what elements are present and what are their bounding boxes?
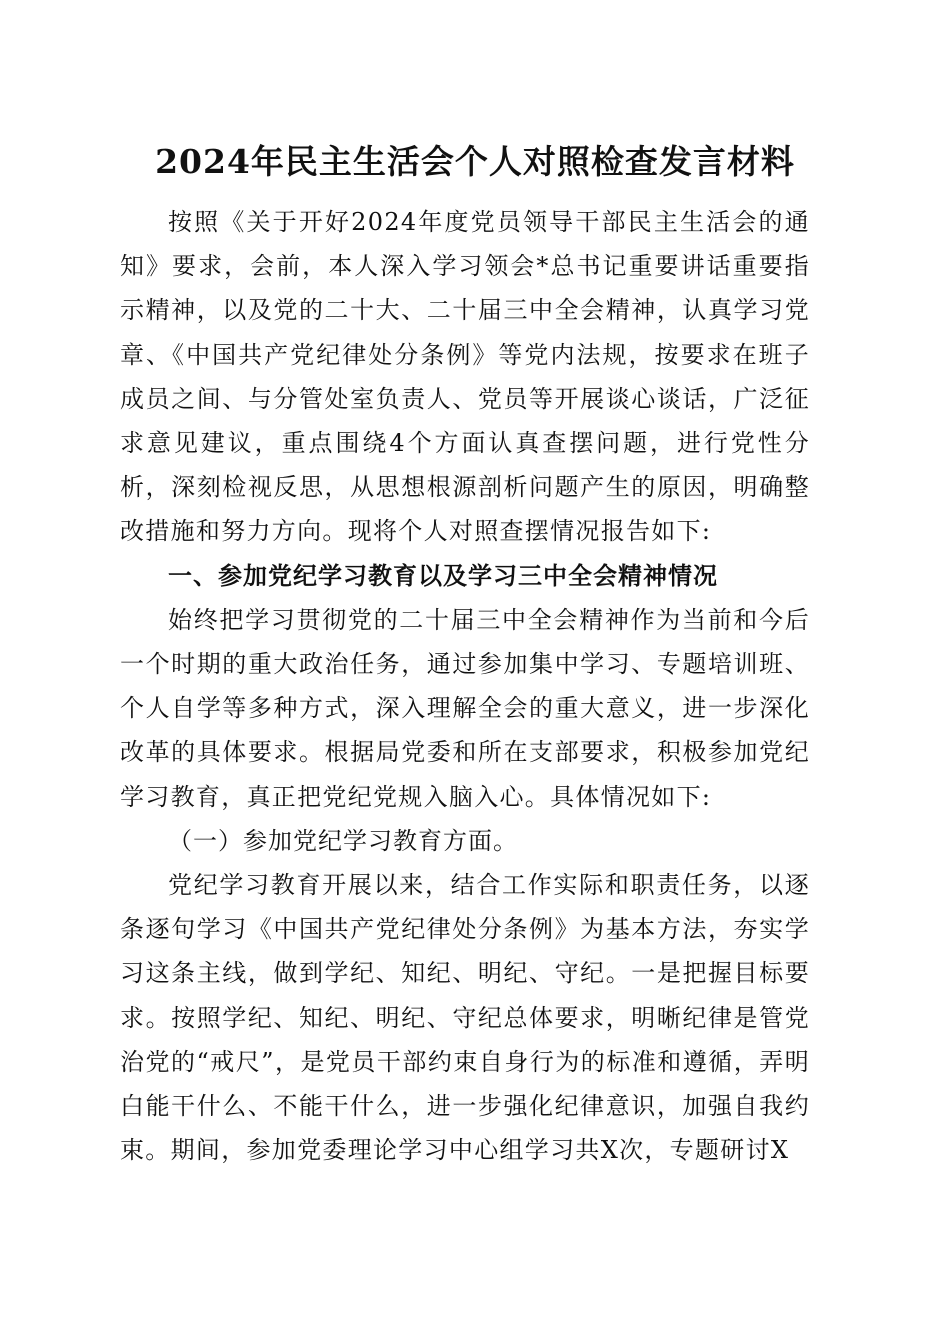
intro-paragraph: 按照《关于开好2024年度党员领导干部民主生活会的通知》要求，会前，本人深入学习领会*总书记重要讲话重要指示精神，以及党的二十大、二十届三中全会精神，认真学习党章、《中国共产党纪律处分条例》等党内法规，按要求在班子成员之间、与分管处室负责人、党员等开展谈心谈话，广泛征求意见建议，重点围绕4个方面认真查摆问题，进行党性分析，深刻检视反思，从思想根源剖析问题产生的原因，明确整改措施和努力方向。现将个人对照查摆情况报告如下: [120, 208, 810, 546]
section-1-heading: 一、参加党纪学习教育以及学习三中全会精神情况 [168, 561, 718, 590]
subsection-1-paragraph: 党纪学习教育开展以来，结合工作实际和职责任务，以逐条逐句学习《中国共产党纪律处分条例》为基本方法，夯实学习这条主线，做到学纪、知纪、明纪、守纪。一是把握目标要求。按照学纪、知纪、明纪、守纪总体要求，明晰纪律是管党治党的“戒尺”，是党员干部约束自身行为的标准和遵循，弄明白能干什么、不能干什么，进一步强化纪律意识，加强自我约束。期间，参加党委理论学习中心组学习共X次，专题研讨X [120, 871, 810, 1165]
document-title: 2024年民主生活会个人对照检查发言材料 [155, 142, 795, 181]
document-body [120, 200, 810, 1172]
section-1-paragraph: 始终把学习贯彻党的二十届三中全会精神作为当前和今后一个时期的重大政治任务，通过参加集中学习、专题培训班、个人自学等多种方式，深入理解全会的重大意义，进一步深化改革的具体要求。根据局党委和所在支部要求，积极参加党纪学习教育，真正把党纪党规入脑入心。具体情况如下: [120, 605, 810, 811]
subsection-1-heading: （一）参加党纪学习教育方面。 [168, 826, 518, 855]
